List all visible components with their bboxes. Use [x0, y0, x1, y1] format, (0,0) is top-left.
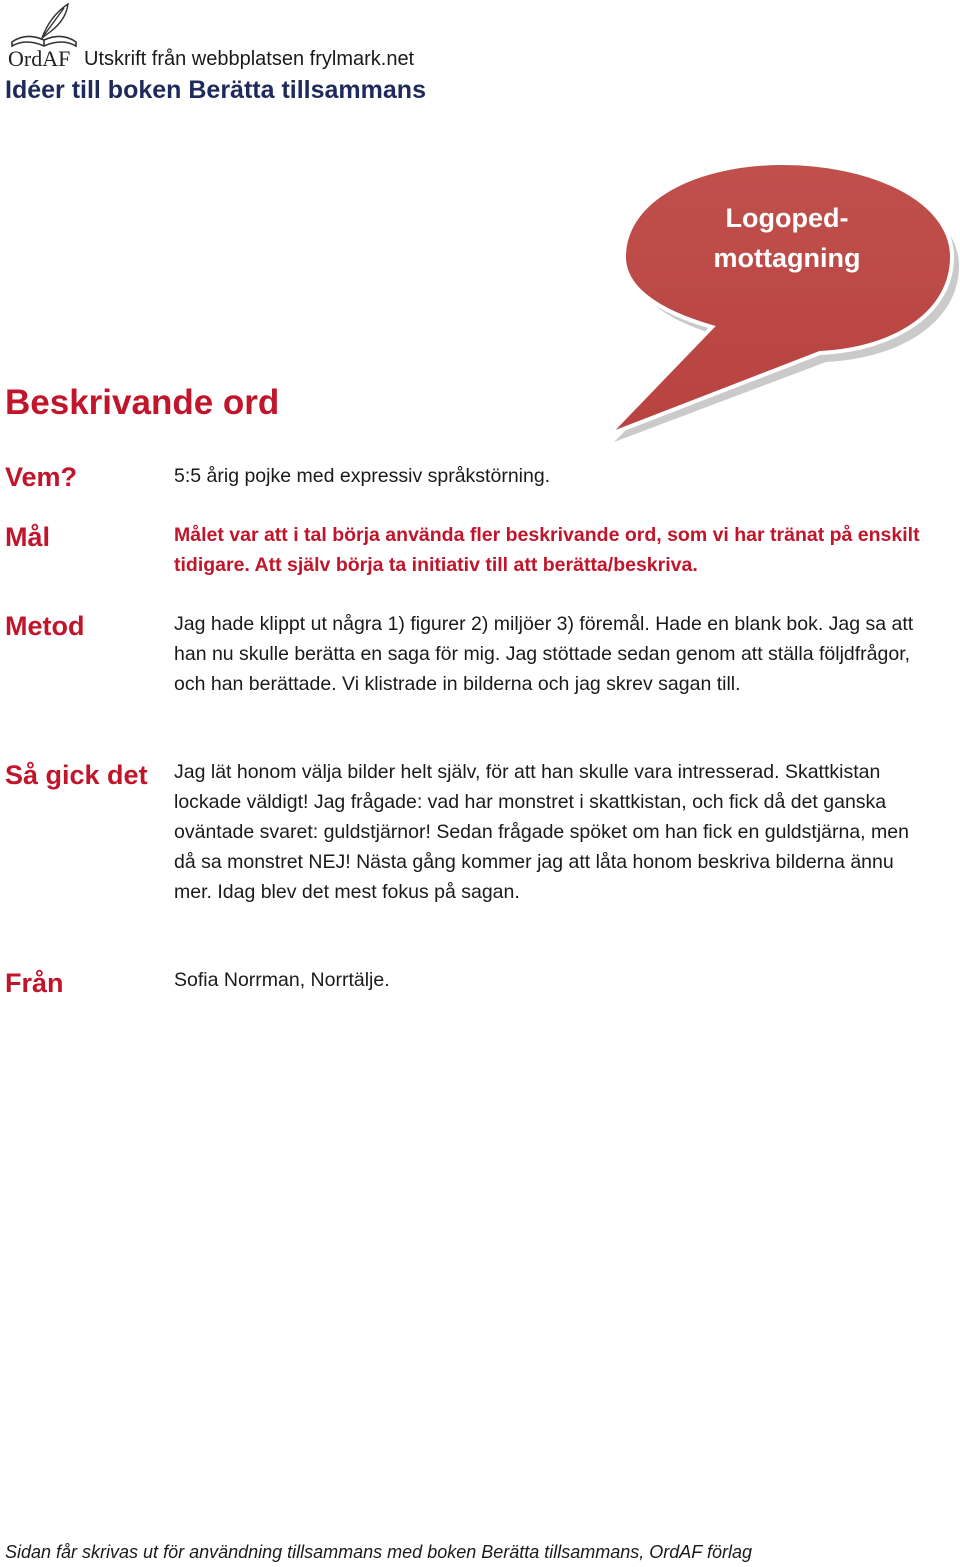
outcome-label: Så gick det	[5, 760, 148, 790]
page-title: Idéer till boken Berätta tillsammans	[5, 76, 426, 104]
logo-wordmark: OrdAF	[8, 46, 71, 70]
from-label: Från	[5, 968, 64, 998]
who-text: 5:5 årig pojke med expressiv språkstörning.	[174, 465, 551, 487]
from-text: Sofia Norrman, Norrtälje.	[174, 969, 390, 991]
method-label: Metod	[5, 611, 85, 641]
book-icon	[12, 36, 76, 46]
section-title: Beskrivande ord	[5, 383, 280, 422]
ordaf-logo	[6, 2, 82, 70]
outcome-text: Jag lät honom välja bilder helt själv, för att han skulle vara intresserad. Skattkistan lockade väldigt! Jag frågade: vad har monstret i skattkistan, och fick då det ganska oväntade svaret: guldstjärnor! Sedan frågade spöket om han fick en guldstjärna, men då sa monstret NEJ! Nästa gång kommer jag att låta honom beskriva bilderna ännu mer. Idag blev det mest fokus på sagan.	[174, 761, 909, 903]
goal-text: Målet var att i tal börja använda fler beskrivande ord, som vi har tränat på enskilt tidigare. Att själv börja ta initiativ till att berätta/beskriva.	[174, 524, 920, 576]
speech-bubble-text	[672, 198, 902, 278]
goal-label: Mål	[5, 522, 51, 552]
speech-bubble-line-1: Logoped-	[725, 203, 849, 233]
source-note: Utskrift från webbplatsen frylmark.net	[84, 48, 415, 70]
who-label: Vem?	[5, 462, 78, 492]
footer-note: Sidan får skrivas ut för användning tillsammans med boken Berätta tillsammans, OrdAF förlag	[5, 1542, 752, 1562]
method-text: Jag hade klippt ut några 1) figurer 2) miljöer 3) föremål. Hade en blank bok. Jag sa att han nu skulle berätta en saga för mig. Jag stöttade sedan genom att ställa följdfrågor, och han berättade. Vi klistrade in bilderna och jag skrev sagan till.	[174, 613, 914, 695]
feather-pen-icon	[42, 4, 68, 38]
speech-bubble-line-2: mottagning	[713, 243, 861, 273]
